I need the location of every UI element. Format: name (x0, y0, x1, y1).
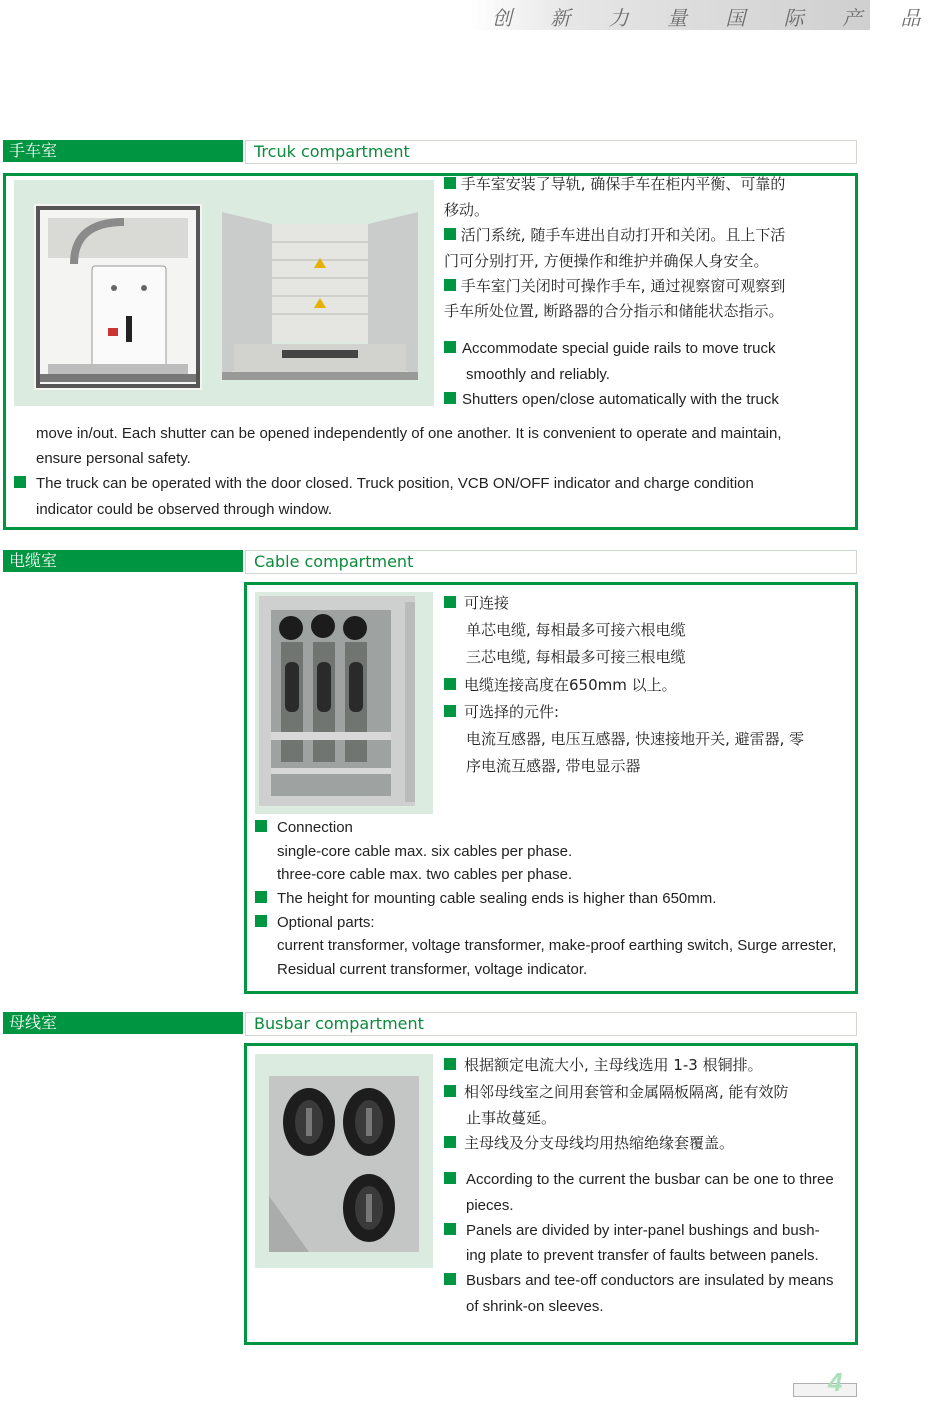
cable-en-line-3: three-core cable max. two cables per phase. (277, 866, 573, 883)
truck-en-line-4: move in/out. Each shutter can be opened independently of one another. It is convenient to operate and maintain, (36, 425, 782, 442)
bullet-icon (444, 177, 456, 189)
truck-en-line-6: The truck can be operated with the door closed. Truck position, VCB ON/OFF indicator and charge condition (14, 471, 754, 496)
truck-zh-line-2: 移动。 (444, 201, 490, 219)
bullet-icon (444, 1136, 456, 1148)
cable-en-line-1: Connection (255, 816, 353, 840)
cable-photo-area (255, 592, 433, 814)
truck-zh-line-3: 活门系统, 随手车进出自动打开和关闭。且上下活 (444, 223, 785, 248)
busbar-bushing-photo (269, 1076, 419, 1252)
bullet-icon (444, 1172, 456, 1184)
bullet-icon (14, 476, 26, 488)
busbar-section-label: 母线室 (3, 1012, 243, 1034)
cable-section-title: Cable compartment (245, 550, 857, 574)
cable-zh-line-6: 电流互感器, 电压互感器, 快速接地开关, 避雷器, 零 (466, 730, 805, 748)
page-number-box (793, 1383, 857, 1397)
truck-en-line-1: Accommodate special guide rails to move truck (444, 336, 775, 361)
truck-zh-line-4: 门可分别打开, 方便操作和维护并确保人身安全。 (444, 252, 769, 270)
busbar-zh-line-4: 主母线及分支母线均用热缩绝缘套覆盖。 (444, 1131, 734, 1156)
bullet-icon (444, 228, 456, 240)
cable-zh-line-2: 单芯电缆, 每相最多可接六根电缆 (466, 621, 686, 639)
banner-slogan: 创 新 力 量 国 际 产 品 (492, 6, 937, 30)
busbar-en-line-1: According to the current the busbar can be one to three (444, 1167, 834, 1192)
busbar-zh-line-3: 止事故蔓延。 (466, 1109, 557, 1127)
busbar-en-line-5: Busbars and tee-off conductors are insulated by means (444, 1268, 833, 1293)
cable-zh-line-7: 序电流互感器, 带电显示器 (466, 757, 641, 775)
cable-en-line-6: current transformer, voltage transformer, make-proof earthing switch, Surge arrester, (277, 937, 837, 954)
cable-en-line-5: Optional parts: (255, 911, 375, 935)
busbar-zh-line-1: 根据额定电流大小, 主母线选用 1-3 根铜排。 (444, 1053, 763, 1078)
bullet-icon (444, 1273, 456, 1285)
bullet-icon (444, 341, 456, 353)
busbar-en-line-4: ing plate to prevent transfer of faults between panels. (466, 1247, 819, 1264)
bullet-icon (255, 891, 267, 903)
busbar-zh-line-2: 相邻母线室之间用套管和金属隔板隔离, 能有效防 (444, 1080, 789, 1105)
truck-en-line-7: indicator could be observed through window. (36, 501, 333, 518)
truck-en-line-3: Shutters open/close automatically with the truck (444, 387, 779, 412)
bullet-icon (444, 1223, 456, 1235)
busbar-en-line-2: pieces. (466, 1197, 514, 1214)
truck-en-line-5: ensure personal safety. (36, 450, 191, 467)
truck-photo-area (14, 180, 434, 406)
truck-section-label: 手车室 (3, 140, 243, 162)
truck-zh-line-1: 手车室安装了导轨, 确保手车在柜内平衡、可靠的 (444, 172, 785, 197)
truck-en-line-2: smoothly and reliably. (466, 366, 610, 383)
busbar-en-line-3: Panels are divided by inter-panel bushings and bush- (444, 1218, 820, 1243)
busbar-section-title: Busbar compartment (245, 1012, 857, 1036)
bullet-icon (444, 596, 456, 608)
truck-zh-line-5: 手车室门关闭时可操作手车, 通过视察窗可观察到 (444, 274, 785, 299)
cable-zh-line-5: 可选择的元件: (444, 700, 559, 725)
cable-zh-line-4: 电缆连接高度在650mm 以上。 (444, 673, 677, 698)
bullet-icon (444, 1058, 456, 1070)
bullet-icon (444, 392, 456, 404)
cable-en-line-2: single-core cable max. six cables per phase. (277, 843, 573, 860)
cable-compartment-photo (255, 592, 433, 814)
busbar-photo-area (255, 1054, 433, 1268)
cable-en-line-7: Residual current transformer, voltage indicator. (277, 961, 588, 978)
busbar-en-line-6: of shrink-on sleeves. (466, 1298, 604, 1315)
page-number: 4 (828, 1367, 843, 1397)
truck-zh-line-6: 手车所处位置, 断路器的合分指示和储能状态指示。 (444, 302, 784, 320)
cable-zh-line-3: 三芯电缆, 每相最多可接三根电缆 (466, 648, 686, 666)
circuit-breaker-photo (34, 204, 202, 390)
top-banner (470, 0, 937, 30)
cable-zh-line-1: 可连接 (444, 591, 509, 616)
shutter-compartment-photo (222, 212, 418, 382)
cable-section-label: 电缆室 (3, 550, 243, 572)
bullet-icon (444, 1085, 456, 1097)
bullet-icon (255, 820, 267, 832)
truck-section-title: Trcuk compartment (245, 140, 857, 164)
bullet-icon (444, 705, 456, 717)
bullet-icon (444, 678, 456, 690)
cable-en-line-4: The height for mounting cable sealing ends is higher than 650mm. (255, 887, 716, 911)
bullet-icon (444, 279, 456, 291)
bullet-icon (255, 915, 267, 927)
